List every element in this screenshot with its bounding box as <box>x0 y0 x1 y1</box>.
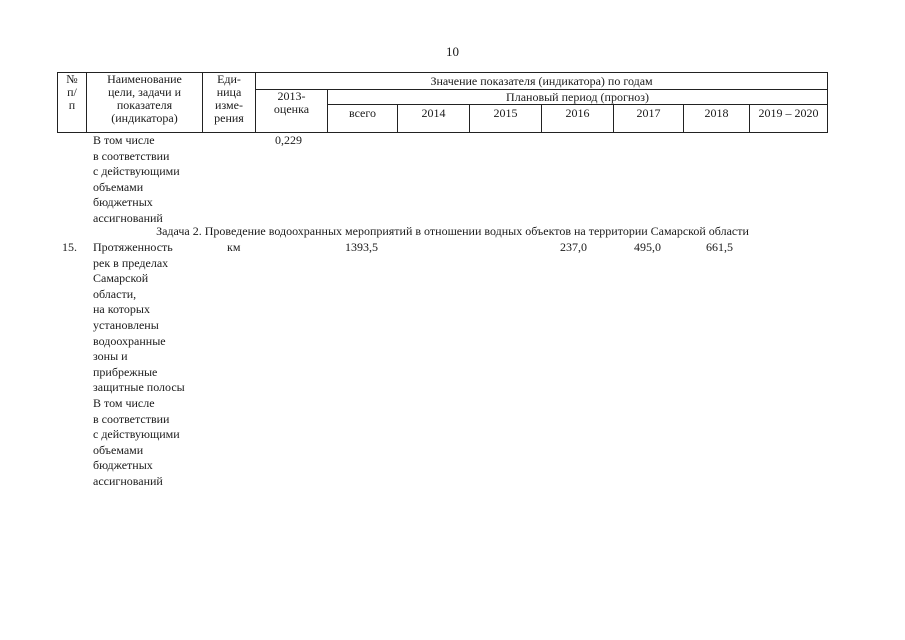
subrow-name-line: ассигнований <box>93 210 163 225</box>
header-col-2017: 2017 <box>614 105 684 133</box>
subrow-estimate-value: 0,229 <box>275 133 302 147</box>
row-15-name-line: В том числе <box>93 395 155 410</box>
row-15-value-2017: 495,0 <box>634 240 661 254</box>
header-estimate-line: оценка <box>273 102 310 116</box>
row-15-name-line: в соответствии <box>93 411 170 426</box>
header-num-line: п <box>68 98 76 112</box>
page-number: 10 <box>446 44 459 59</box>
subrow-name-line: бюджетных <box>93 195 153 210</box>
subrow-name-line: В том числе <box>93 133 155 147</box>
row-15-name-line: объемами <box>93 442 144 457</box>
header-unit-line: Еди- <box>217 72 241 86</box>
header-num-line: п/ <box>67 85 77 99</box>
header-plan-title: Плановый период (прогноз) <box>328 90 828 105</box>
row-15-value-2018: 661,5 <box>706 240 733 254</box>
indicator-table-header <box>57 72 828 133</box>
header-col-2018: 2018 <box>684 105 750 133</box>
row-15-name-line: Протяженность <box>93 240 173 254</box>
subrow-name <box>93 133 180 227</box>
row-15-name-line: защитные полосы <box>93 380 185 395</box>
header-col-2015: 2015 <box>470 105 542 133</box>
header-name-line: показателя <box>116 98 173 112</box>
row-15-name-line: зоны и <box>93 349 128 364</box>
row-15-name-line: прибрежные <box>93 364 158 379</box>
header-col-total: всего <box>328 105 398 133</box>
header-num-line: № <box>66 72 78 86</box>
header-col-2014: 2014 <box>398 105 470 133</box>
row-15-total: 1393,5 <box>345 240 378 254</box>
header-unit-line: рения <box>214 111 244 125</box>
row-15-name-line: установлены <box>93 317 159 332</box>
header-col-2016: 2016 <box>542 105 614 133</box>
row-15-name-line: с действующими <box>93 427 180 442</box>
row-15-number: 15. <box>62 240 77 254</box>
row-15-name-line: бюджетных <box>93 458 153 473</box>
row-15-value-2016: 237,0 <box>560 240 587 254</box>
row-15-name-line: Самарской <box>93 271 149 286</box>
header-unit-cell <box>203 73 256 133</box>
header-unit-line: изме- <box>215 98 243 112</box>
row-15-name-line: рек в пределах <box>93 255 169 270</box>
row-15-name-line: ассигнований <box>93 473 163 488</box>
subrow-name-line: объемами <box>93 179 144 194</box>
header-values-title: Значение показателя (индикатора) по годам <box>256 73 828 90</box>
subrow-name-line: с действующими <box>93 164 180 179</box>
row-15-name <box>93 240 185 490</box>
header-name-cell <box>87 73 203 133</box>
row-15-name-line: на которых <box>93 302 150 317</box>
task-2-heading: Задача 2. Проведение водоохранных мероприятий в отношении водных объектов на территории Самарской области <box>156 224 749 238</box>
subrow-name-line: в соответствии <box>93 148 170 163</box>
header-col-2019-2020: 2019 – 2020 <box>750 105 828 133</box>
header-name-line: Наименование <box>107 72 182 86</box>
header-unit-line: ница <box>216 85 242 99</box>
header-estimate-cell <box>256 90 328 133</box>
header-name-line: цели, задачи и <box>107 85 182 99</box>
row-15-name-line: области, <box>93 286 137 301</box>
header-num-cell <box>58 73 87 133</box>
header-estimate-line: 2013- <box>277 89 306 103</box>
row-15-name-line: водоохранные <box>93 333 166 348</box>
header-name-line: (индикатора) <box>111 111 178 125</box>
row-15-unit: км <box>227 240 241 254</box>
